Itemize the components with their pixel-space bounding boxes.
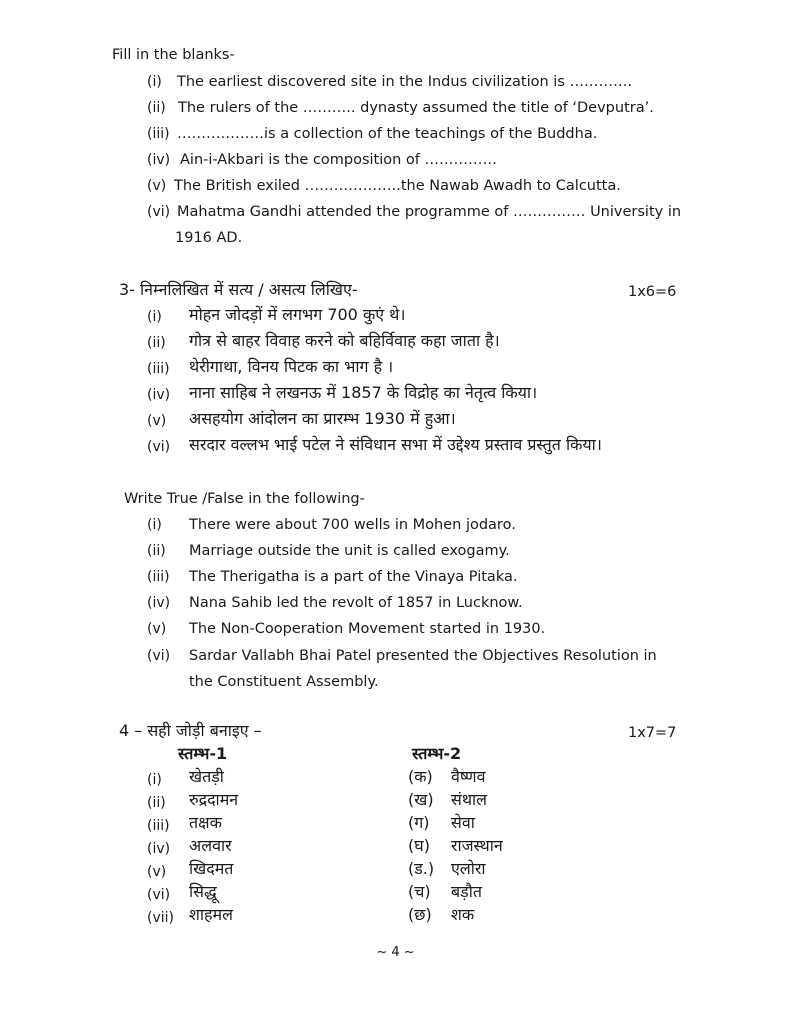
fill-item-5-num: (v) — [147, 178, 167, 194]
tf-hindi-item-3-text: थेरीगाथा, विनय पिटक का भाग है । — [189, 357, 394, 376]
col2-item-7-text: शक — [451, 905, 475, 924]
col1-item-3-text: तक्षक — [189, 813, 222, 832]
tf-hindi-item-3-num: (iii) — [147, 361, 170, 377]
tf-hindi-item-5-num: (v) — [147, 413, 167, 429]
tf-en-item-3-num: (iii) — [147, 569, 170, 585]
col2-item-3-text: सेवा — [451, 813, 475, 832]
col2-item-7-num: (छ) — [408, 905, 432, 924]
tf-hindi-item-2-text: गोत्र से बाहर विवाह करने को बहिर्विवाह कहा जाता है। — [189, 331, 500, 350]
tf-en-item-1-num: (i) — [147, 517, 162, 533]
tf-en-item-4-text: Nana Sahib led the revolt of 1857 in Lucknow. — [189, 595, 523, 611]
col1-item-1-text: खेतड़ी — [189, 767, 224, 786]
col1-item-4-text: अलवार — [189, 836, 232, 855]
col2-item-4-text: राजस्थान — [451, 836, 503, 855]
col2-item-1-text: वैष्णव — [451, 767, 486, 786]
tf-hindi-item-4-num: (iv) — [147, 387, 171, 403]
col1-item-5-text: खिदमत — [189, 859, 234, 878]
true-false-english-heading: Write True /False in the following- — [124, 491, 365, 507]
col1-item-6-text: सिद्धू — [189, 882, 217, 901]
fill-item-4-num: (iv) — [147, 152, 171, 168]
tf-hindi-item-2-num: (ii) — [147, 335, 166, 351]
col2-item-5-text: एलोरा — [451, 859, 486, 878]
column-1-title: स्तम्भ-1 — [178, 744, 228, 763]
col1-item-3-num: (iii) — [147, 818, 170, 834]
tf-hindi-item-4-text: नाना साहिब ने लखनऊ में 1857 के विद्रोह का नेतृत्व किया। — [189, 383, 538, 402]
tf-en-item-3-text: The Therigatha is a part of the Vinaya Pitaka. — [189, 569, 518, 585]
tf-en-item-4-num: (iv) — [147, 595, 171, 611]
col1-item-2-text: रुद्रदामन — [189, 790, 239, 809]
tf-hindi-item-1-num: (i) — [147, 309, 162, 325]
col2-item-4-num: (घ) — [408, 836, 430, 855]
column-2-title: स्तम्भ-2 — [412, 744, 462, 763]
fill-item-6-continuation: 1916 AD. — [175, 230, 243, 246]
col1-item-6-num: (vi) — [147, 887, 171, 903]
col2-item-2-text: संथाल — [451, 790, 488, 809]
tf-hindi-item-5-text: असहयोग आंदोलन का प्रारम्भ 1930 में हुआ। — [189, 409, 456, 428]
tf-hindi-item-6-text: सरदार वल्लभ भाई पटेल ने संविधान सभा में उद्देश्य प्रस्ताव प्रस्तुत किया। — [189, 435, 602, 454]
col1-item-2-num: (ii) — [147, 795, 166, 811]
col1-item-7-num: (vii) — [147, 910, 174, 926]
fill-item-4-text: Ain-i-Akbari is the composition of …………… — [180, 152, 498, 168]
fill-item-2-text: The rulers of the ……….. dynasty assumed the title of ‘Devputra’. — [178, 100, 654, 116]
col2-item-1-num: (क) — [408, 767, 433, 786]
tf-en-item-5-num: (v) — [147, 621, 167, 637]
fill-blanks-heading: Fill in the blanks- — [112, 47, 235, 63]
fill-item-3-text: ………………is a collection of the teachings of the Buddha. — [177, 126, 598, 142]
fill-item-1-text: The earliest discovered site in the Indus civilization is …………. — [177, 74, 633, 90]
col1-item-4-num: (iv) — [147, 841, 171, 857]
section3-marks: 1x6=6 — [628, 284, 677, 300]
fill-item-6-text: Mahatma Gandhi attended the programme of …………… University in — [177, 204, 682, 220]
col1-item-7-text: शाहमल — [189, 905, 233, 924]
tf-hindi-item-1-text: मोहन जोदड़ों में लगभग 700 कुएं थे। — [189, 305, 406, 324]
fill-item-3-num: (iii) — [147, 126, 170, 142]
col2-item-2-num: (ख) — [408, 790, 434, 809]
tf-en-item-2-text: Marriage outside the unit is called exogamy. — [189, 543, 510, 559]
tf-en-item-5-text: The Non-Cooperation Movement started in 1930. — [189, 621, 546, 637]
fill-item-1-num: (i) — [147, 74, 162, 90]
col2-item-3-num: (ग) — [408, 813, 430, 832]
col1-item-5-num: (v) — [147, 864, 167, 880]
fill-item-2-num: (ii) — [147, 100, 166, 116]
fill-item-6-num: (vi) — [147, 204, 171, 220]
tf-hindi-item-6-num: (vi) — [147, 439, 171, 455]
tf-en-item-6-text: Sardar Vallabh Bhai Patel presented the Objectives Resolution in — [189, 648, 657, 664]
page-number: ~ 4 ~ — [376, 945, 415, 960]
match-pairs-heading: 4 – सही जोड़ी बनाइए – — [119, 721, 262, 740]
tf-en-item-6-continuation: the Constituent Assembly. — [189, 674, 379, 690]
section4-marks: 1x7=7 — [628, 725, 677, 741]
tf-en-item-2-num: (ii) — [147, 543, 166, 559]
tf-en-item-1-text: There were about 700 wells in Mohen jodaro. — [189, 517, 516, 533]
col1-item-1-num: (i) — [147, 772, 162, 788]
col2-item-6-text: बड़ौत — [451, 882, 482, 901]
true-false-hindi-heading: 3- निम्नलिखित में सत्य / असत्य लिखिए- — [119, 280, 358, 299]
fill-item-5-text: The British exiled ………………..the Nawab Awadh to Calcutta. — [174, 178, 621, 194]
col2-item-6-num: (च) — [408, 882, 431, 901]
tf-en-item-6-num: (vi) — [147, 648, 171, 664]
col2-item-5-num: (ड.) — [408, 859, 435, 878]
